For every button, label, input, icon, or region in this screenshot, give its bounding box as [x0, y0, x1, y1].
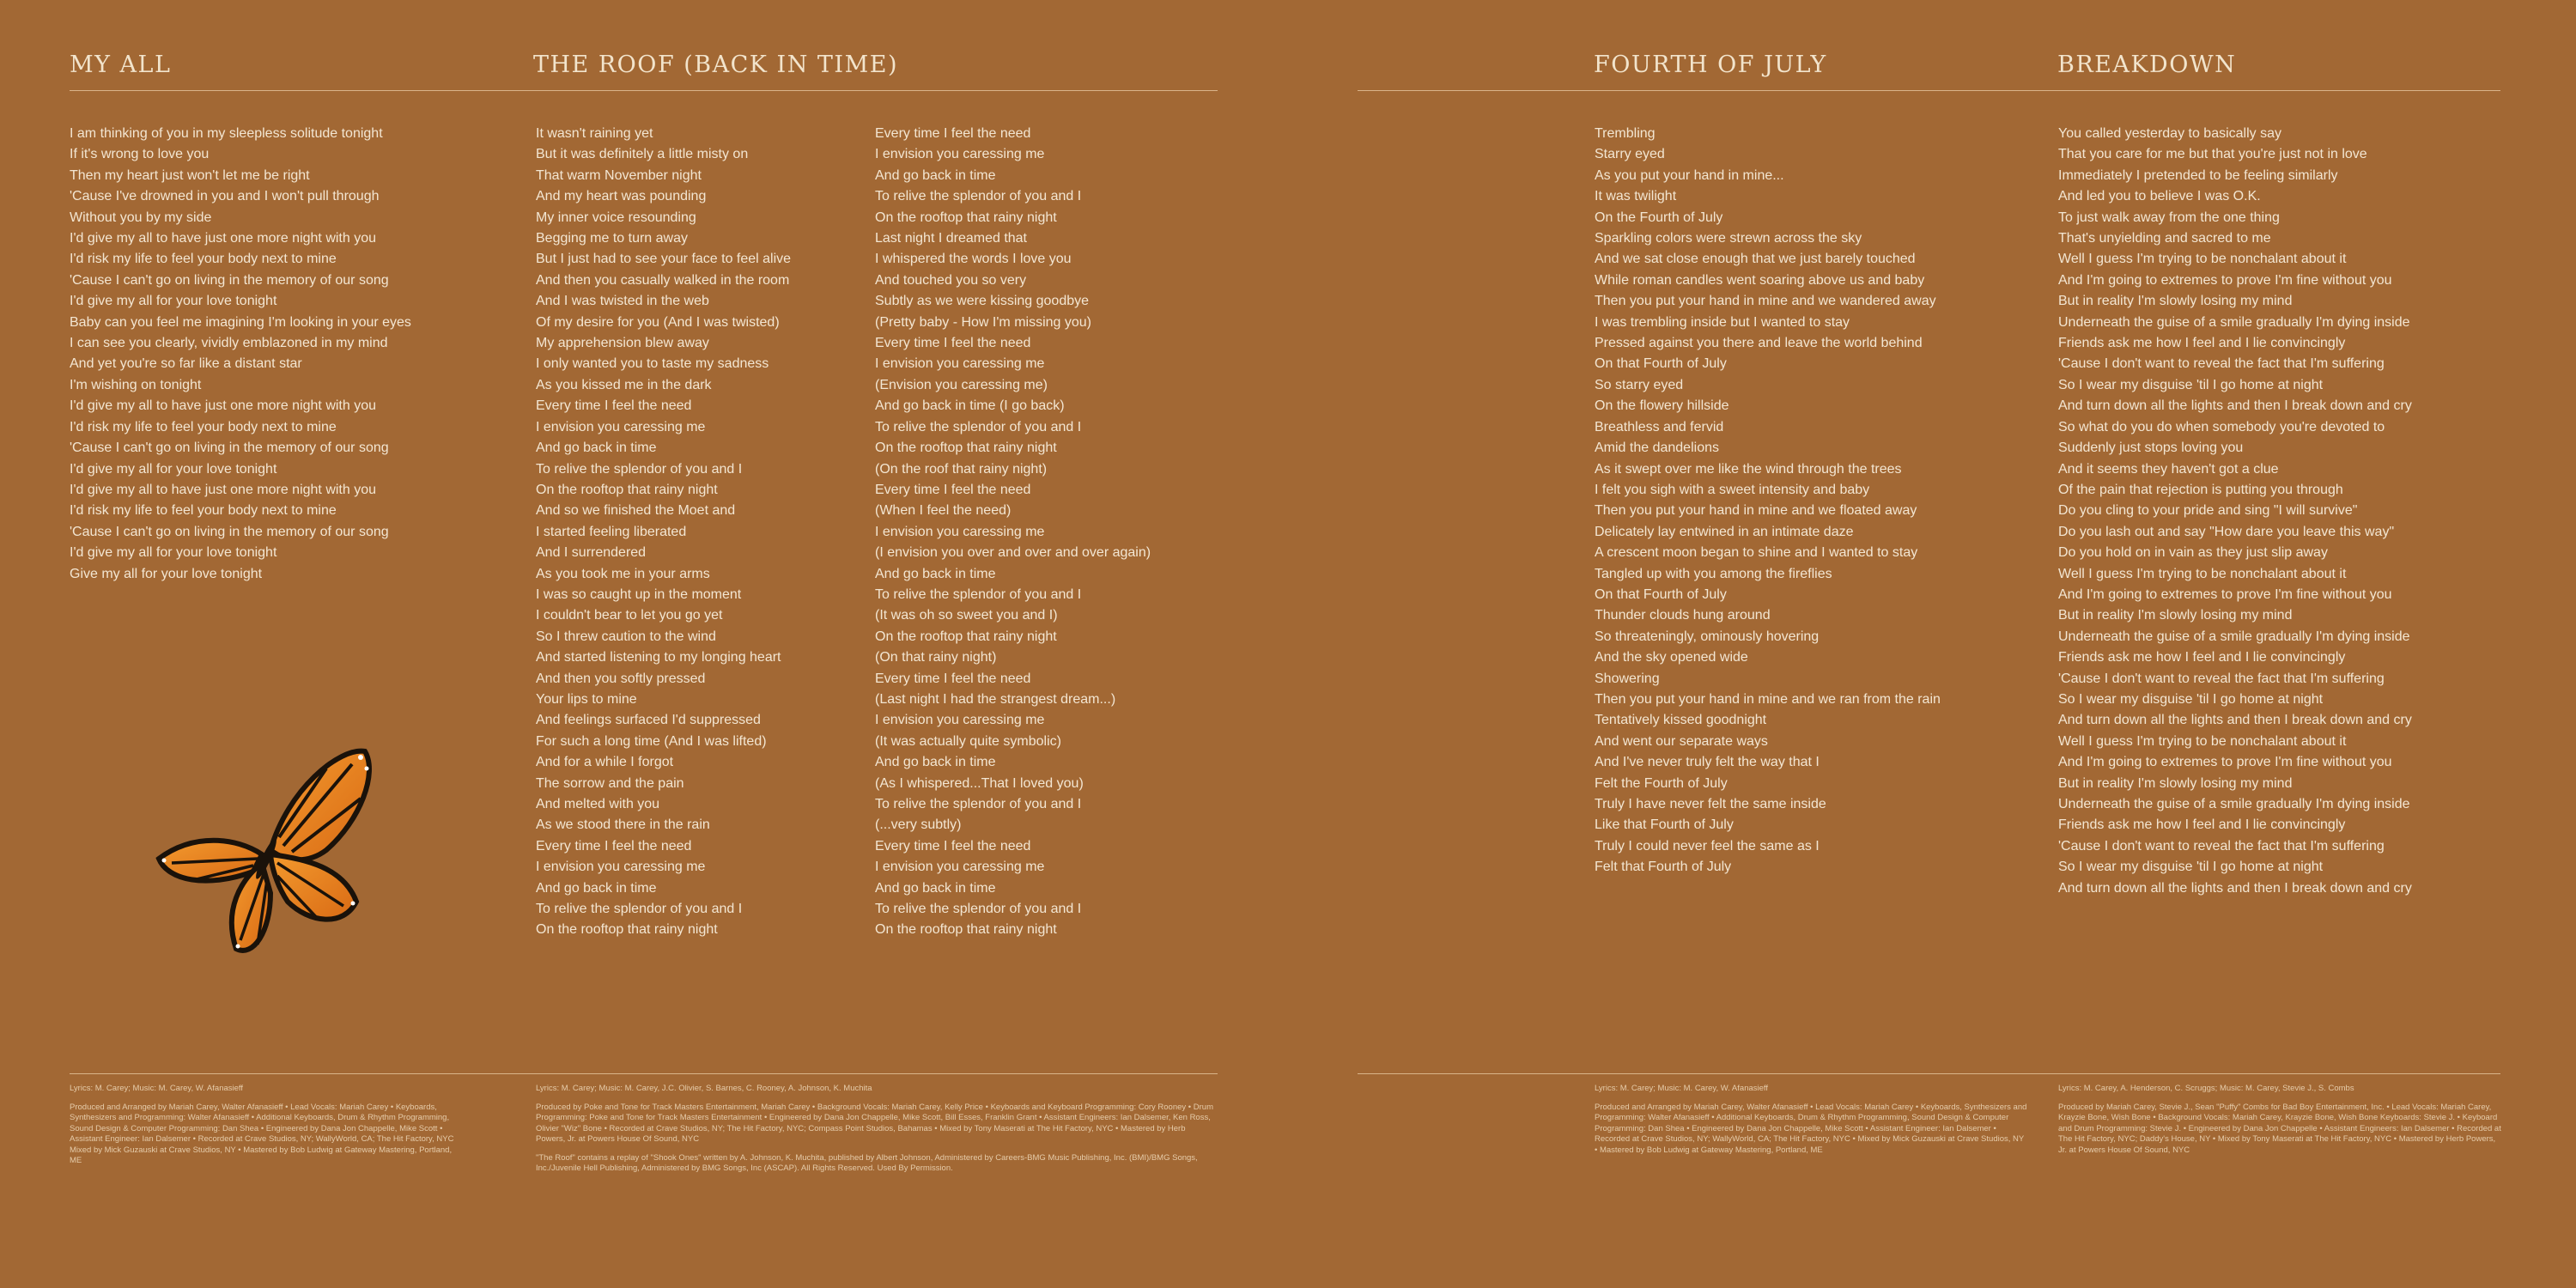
lyric-line: On the rooftop that rainy night	[875, 922, 1057, 938]
lyric-line: On the rooftop that rainy night	[875, 210, 1057, 225]
lyric-line: (On that rainy night)	[875, 650, 997, 665]
lyric-line: So I threw caution to the wind	[536, 629, 716, 644]
lyric-line: But in reality I'm slowly losing my mind	[2058, 775, 2293, 791]
lyric-line: And the sky opened wide	[1595, 650, 1748, 665]
lyric-line: Breathless and fervid	[1595, 419, 1724, 434]
lyric-line: And feelings surfaced I'd suppressed	[536, 713, 761, 728]
lyric-line: And my heart was pounding	[536, 189, 707, 204]
lyric-line: Tentatively kissed goodnight	[1595, 713, 1767, 728]
lyric-line: On the rooftop that rainy night	[536, 922, 718, 938]
lyric-line: And touched you so very	[875, 272, 1027, 288]
lyric-line: Every time I feel the need	[875, 482, 1031, 497]
lyric-line: And go back in time	[536, 440, 657, 456]
lyrics-my-all	[70, 124, 411, 585]
lyric-line: 'Cause I can't go on living in the memory of our song	[70, 524, 389, 539]
lyric-line: And go back in time	[536, 880, 657, 896]
lyric-line: Felt that Fourth of July	[1595, 860, 1732, 875]
lyric-line: And then you casually walked in the room	[536, 272, 790, 288]
lyric-line: Begging me to turn away	[536, 231, 688, 246]
lyric-line: But in reality I'm slowly losing my mind	[2058, 608, 2293, 623]
lyric-line: Friends ask me how I feel and I lie convincingly	[2058, 336, 2346, 351]
lyric-line: 'Cause I can't go on living in the memory of our song	[70, 440, 389, 456]
lyric-line: I envision you caressing me	[875, 713, 1045, 728]
lyric-line: So I wear my disguise 'til I go home at night	[2058, 860, 2324, 875]
lyric-line: On the flowery hillside	[1595, 398, 1729, 414]
lyric-line: 'Cause I don't want to reveal the fact that I'm suffering	[2058, 671, 2385, 686]
lyric-line: I'd risk my life to feel your body next to mine	[70, 252, 337, 267]
lyric-line: My inner voice resounding	[536, 210, 696, 225]
lyric-line: I'd give my all for your love tonight	[70, 461, 277, 477]
lyric-line: Underneath the guise of a smile gradually I'm dying inside	[2058, 797, 2410, 811]
lyric-line: And go back in time (I go back)	[875, 398, 1065, 414]
lyric-line: I'd give my all for your love tonight	[70, 294, 277, 309]
lyrics-the-roof-col2	[875, 124, 1151, 941]
lyric-line: Give my all for your love tonight	[70, 566, 263, 581]
lyric-line: But I just had to see your face to feel alive	[536, 252, 792, 267]
lyric-line: Thunder clouds hung around	[1595, 608, 1771, 623]
credits-breakdown	[2058, 1084, 2505, 1163]
lyric-line: Pressed against you there and leave the world behind	[1595, 336, 1923, 351]
credit-line: Lyrics: M. Carey; Music: M. Carey, W. Afanasieff	[1595, 1084, 1769, 1093]
lyric-line: The sorrow and the pain	[536, 775, 684, 791]
lyric-line: (On the roof that rainy night)	[875, 461, 1048, 477]
lyric-line: On that Fourth of July	[1595, 356, 1727, 372]
lyric-line: Every time I feel the need	[536, 838, 692, 854]
lyric-line: Of the pain that rejection is putting you through	[2058, 482, 2343, 497]
lyric-line: I can see you clearly, vividly emblazoned in my mind	[70, 336, 388, 351]
lyric-line: (As I whispered...That I loved you)	[875, 775, 1084, 791]
lyric-line: You called yesterday to basically say	[2058, 126, 2281, 141]
song-title-fourth-of-july: FOURTH OF JULY	[1594, 52, 1827, 78]
lyric-line: Then you put your hand in mine and we floated away	[1595, 503, 1917, 519]
lyric-line: 'Cause I don't want to reveal the fact that I'm suffering	[2058, 356, 2385, 372]
lyric-line: Well I guess I'm trying to be nonchalant about it	[2058, 252, 2347, 267]
lyric-line: Of my desire for you (And I was twisted)	[536, 314, 780, 330]
lyric-line: On the rooftop that rainy night	[536, 482, 718, 497]
lyric-line: Then you put your hand in mine and we wandered away	[1595, 294, 1936, 309]
lyrics-breakdown	[2058, 124, 2412, 899]
lyric-line: (When I feel the need)	[875, 503, 1012, 519]
lyric-line: I only wanted you to taste my sadness	[536, 356, 769, 372]
lyric-line: Without you by my side	[70, 210, 212, 225]
top-divider-left	[70, 90, 1218, 91]
top-divider-right	[1358, 90, 2500, 91]
lyric-line: As you took me in your arms	[536, 566, 710, 581]
lyric-line: I envision you caressing me	[875, 356, 1045, 372]
lyric-line: And go back in time	[875, 880, 996, 896]
lyric-line: So threateningly, ominously hovering	[1595, 629, 1820, 644]
credit-line: Produced and Arranged by Mariah Carey, Walter Afanasieff • Lead Vocals: Mariah Carey • Keyboards, Synthesizers and Programming: Walter Afanasieff • Additional Keyboards, Drum & Rhythm Programming, Sound Design & Computer Programming: Dan Shea • Engineered by Dana Jon Chappelle, Mike Scott • Assistant Engineer: Ian Dalsemer • Recorded at Crave Studios, NY; WallyWorld, CA; The Hit Factory, NYC • Mixed by Mick Guzauski at Crave Studios, NY • Mastered by Bob Ludwig at Gateway Mastering, Portland, ME	[1595, 1102, 2027, 1155]
lyric-line: So I wear my disguise 'til I go home at night	[2058, 377, 2324, 392]
lyric-line: Last night I dreamed that	[875, 231, 1027, 246]
lyric-line: 'Cause I don't want to reveal the fact that I'm suffering	[2058, 838, 2385, 854]
lyric-line: Showering	[1595, 671, 1660, 686]
lyric-line: (It was actually quite symbolic)	[875, 733, 1061, 749]
lyric-line: But it was definitely a little misty on	[536, 147, 749, 162]
right-page	[1288, 0, 2576, 1288]
lyric-line: I envision you caressing me	[875, 524, 1045, 539]
song-title-breakdown: BREAKDOWN	[2057, 52, 2237, 78]
lyric-line: Truly I could never feel the same as I	[1595, 838, 1820, 854]
lyric-line: Underneath the guise of a smile gradually I'm dying inside	[2058, 314, 2410, 330]
lyric-line: I'd risk my life to feel your body next to mine	[70, 419, 337, 434]
lyric-line: It was twilight	[1595, 189, 1677, 204]
lyric-line: Every time I feel the need	[875, 838, 1031, 854]
lyric-line: And I was twisted in the web	[536, 294, 709, 309]
lyric-line: To relive the splendor of you and I	[875, 902, 1082, 917]
lyric-line: To relive the splendor of you and I	[536, 461, 743, 477]
lyric-line: Friends ask me how I feel and I lie convincingly	[2058, 817, 2346, 833]
lyric-line: As you put your hand in mine...	[1595, 167, 1784, 183]
lyric-line: I envision you caressing me	[875, 147, 1045, 162]
lyric-line: I whispered the words I love you	[875, 252, 1072, 267]
lyric-line: I couldn't bear to let you go yet	[536, 608, 723, 623]
lyric-line: I was trembling inside but I wanted to stay	[1595, 314, 1850, 330]
lyric-line: That's unyielding and sacred to me	[2058, 231, 2271, 246]
credit-line: Produced by Mariah Carey, Stevie J., Sean "Puffy" Combs for Bad Boy Entertainment, Inc. • Lead Vocals: Mariah Carey, Krayzie Bone, Wish Bone • Background Vocals: Mariah Carey, Krayzie Bone, Wish Bone Keyboards: Stevie J. • Keyboard and Drum Programming: Stevie J. • Engineered by Dana Jon Chappelle • Assistant Engineers: Ian Dalsemer • Recorded at The Hit Factory, NYC; Daddy's House, NY • Mixed by Tony Maserati at The Hit Factory, NYC • Mastered by Herb Powers, Jr. at Powers House Of Sound, NYC	[2058, 1102, 2501, 1155]
lyric-line: I envision you caressing me	[536, 419, 706, 434]
lyric-line: To relive the splendor of you and I	[875, 419, 1082, 434]
lyric-line: I started feeling liberated	[536, 524, 687, 539]
lyric-line: And go back in time	[875, 566, 996, 581]
lyric-line: To relive the splendor of you and I	[875, 189, 1082, 204]
credit-line: Lyrics: M. Carey; Music: M. Carey, W. Afanasieff	[70, 1084, 244, 1093]
lyric-line: And I'm going to extremes to prove I'm fine without you	[2058, 755, 2392, 770]
lyric-line: I'd give my all to have just one more night with you	[70, 398, 377, 414]
lyric-line: As it swept over me like the wind through the trees	[1595, 461, 1902, 477]
lyric-line: For such a long time (And I was lifted)	[536, 733, 767, 749]
lyric-line: Delicately lay entwined in an intimate daze	[1595, 524, 1854, 539]
credit-line: Lyrics: M. Carey; Music: M. Carey, J.C. Olivier, S. Barnes, C. Rooney, A. Johnson, K. Muchita	[536, 1084, 872, 1093]
lyric-line: I was so caught up in the moment	[536, 586, 742, 602]
lyric-line: Like that Fourth of July	[1595, 817, 1734, 833]
lyric-line: So starry eyed	[1595, 377, 1684, 392]
lyric-line: (Envision you caressing me)	[875, 377, 1048, 392]
lyric-line: I'd give my all to have just one more night with you	[70, 482, 377, 497]
lyric-line: And led you to believe I was O.K.	[2058, 189, 2261, 204]
lyric-line: And turn down all the lights and then I break down and cry	[2058, 713, 2412, 728]
lyric-line: As we stood there in the rain	[536, 817, 710, 833]
lyric-line: Friends ask me how I feel and I lie convincingly	[2058, 650, 2346, 665]
bottom-divider-right	[1358, 1073, 2500, 1074]
lyric-line: And then you softly pressed	[536, 671, 706, 686]
lyric-line: So I wear my disguise 'til I go home at night	[2058, 691, 2324, 707]
lyric-line: While roman candles went soaring above us and baby	[1595, 272, 1925, 288]
lyric-line: I am thinking of you in my sleepless solitude tonight	[70, 126, 383, 141]
lyric-line: As you kissed me in the dark	[536, 377, 712, 392]
lyric-line: Felt the Fourth of July	[1595, 775, 1728, 791]
lyric-line: Do you hold on in vain as they just slip away	[2058, 545, 2328, 561]
lyric-line: And turn down all the lights and then I break down and cry	[2058, 880, 2412, 896]
lyric-line: And started listening to my longing heart	[536, 650, 781, 665]
lyric-line: I'm wishing on tonight	[70, 377, 202, 392]
lyric-line: Amid the dandelions	[1595, 440, 1719, 456]
lyric-line: And turn down all the lights and then I break down and cry	[2058, 398, 2412, 414]
lyric-line: And yet you're so far like a distant star	[70, 356, 302, 372]
lyric-line: Tangled up with you among the fireflies	[1595, 566, 1832, 581]
lyric-line: To relive the splendor of you and I	[875, 797, 1082, 811]
lyric-line: Sparkling colors were strewn across the sky	[1595, 231, 1862, 246]
lyric-line: (Pretty baby - How I'm missing you)	[875, 314, 1092, 330]
credit-line: Produced and Arranged by Mariah Carey, Walter Afanasieff • Lead Vocals: Mariah Carey • Keyboards, Synthesizers and Programming: Walter Afanasieff • Additional Keyboards, Drum & Rhythm Programming, Sound Design & Computer Programming: Dan Shea • Engineered by Dana Jon Chappelle, Mike Scott • Assistant Engineer: Ian Dalsemer • Recorded at Crave Studios, NY; WallyWorld, CA; The Hit Factory, NYC Mixed by Mick Guzauski at Crave Studios, NY • Mastered by Bob Ludwig at Gateway Mastering, Portland, ME	[70, 1102, 454, 1165]
lyric-line: But in reality I'm slowly losing my mind	[2058, 294, 2293, 309]
lyric-line: Trembling	[1595, 126, 1656, 141]
lyric-line: Every time I feel the need	[536, 398, 692, 414]
lyric-line: Do you cling to your pride and sing "I will survive"	[2058, 503, 2358, 519]
lyric-line: That warm November night	[536, 167, 702, 183]
lyric-line: And we sat close enough that we just barely touched	[1595, 252, 1916, 267]
lyric-line: On that Fourth of July	[1595, 586, 1727, 602]
lyric-line: Well I guess I'm trying to be nonchalant about it	[2058, 733, 2347, 749]
lyric-line: (It was oh so sweet you and I)	[875, 608, 1058, 623]
lyric-line: To just walk away from the one thing	[2058, 210, 2280, 225]
credit-line: "The Roof" contains a replay of "Shook Ones" written by A. Johnson, K. Muchita, published by Albert Johnson, Administered by Careers-BMG Music Publishing, Inc. (BMI)/BMG Songs, Inc./Juvenile Hell Publishing, Administered by BMG Songs, Inc (ASCAP). All Rights Reserved. Used By Permission.	[536, 1152, 1198, 1173]
lyric-line: And went our separate ways	[1595, 733, 1768, 749]
lyric-line: A crescent moon began to shine and I wanted to stay	[1595, 545, 1918, 561]
lyric-line: I envision you caressing me	[875, 860, 1045, 875]
lyric-line: And I'm going to extremes to prove I'm fine without you	[2058, 586, 2392, 602]
lyric-line: 'Cause I can't go on living in the memory of our song	[70, 272, 389, 288]
lyric-line: Every time I feel the need	[875, 336, 1031, 351]
lyric-line: Every time I feel the need	[875, 126, 1031, 141]
lyric-line: And I'm going to extremes to prove I'm fine without you	[2058, 272, 2392, 288]
lyric-line: I envision you caressing me	[536, 860, 706, 875]
lyric-line: And go back in time	[875, 755, 996, 770]
lyric-line: On the Fourth of July	[1595, 210, 1723, 225]
lyric-line: I'd risk my life to feel your body next to mine	[70, 503, 337, 519]
lyric-line: Well I guess I'm trying to be nonchalant about it	[2058, 566, 2347, 581]
lyric-line: I'd give my all for your love tonight	[70, 545, 277, 561]
lyric-line: Truly I have never felt the same inside	[1595, 797, 1826, 811]
lyric-line: Suddenly just stops loving you	[2058, 440, 2244, 456]
butterfly-image	[142, 738, 391, 970]
lyric-line: Your lips to mine	[536, 691, 637, 707]
credits-the-roof	[536, 1084, 1214, 1182]
lyric-line: (...very subtly)	[875, 817, 962, 833]
lyric-line: My apprehension blew away	[536, 336, 709, 351]
lyric-line: Immediately I pretended to be feeling similarly	[2058, 167, 2338, 183]
lyric-line: Underneath the guise of a smile gradually I'm dying inside	[2058, 629, 2410, 644]
lyric-line: If it's wrong to love you	[70, 147, 210, 162]
lyric-line: (Last night I had the strangest dream...)	[875, 691, 1116, 707]
lyric-line: And I surrendered	[536, 545, 647, 561]
lyric-line: That you care for me but that you're just not in love	[2058, 147, 2367, 162]
bottom-divider-left	[70, 1073, 1218, 1074]
lyrics-fourth-of-july	[1595, 124, 1941, 878]
lyric-line: Every time I feel the need	[875, 671, 1031, 686]
lyric-line: So what do you do when somebody you're devoted to	[2058, 419, 2385, 434]
lyric-line: And so we finished the Moet and	[536, 503, 736, 519]
lyrics-the-roof-col1	[536, 124, 791, 941]
lyric-line: Then my heart just won't let me be right	[70, 167, 310, 183]
lyric-line: And for a while I forgot	[536, 755, 674, 770]
lyric-line: Subtly as we were kissing goodbye	[875, 294, 1090, 309]
lyric-line: And go back in time	[875, 167, 996, 183]
lyric-line: 'Cause I've drowned in you and I won't pull through	[70, 189, 380, 204]
lyric-line: (I envision you over and over and over again)	[875, 545, 1151, 561]
lyric-line: I felt you sigh with a sweet intensity and baby	[1595, 482, 1870, 497]
credit-line: Lyrics: M. Carey, A. Henderson, C. Scruggs; Music: M. Carey, Stevie J., S. Combs	[2058, 1084, 2354, 1093]
lyric-line: Baby can you feel me imagining I'm looking in your eyes	[70, 314, 411, 330]
credits-my-all	[70, 1084, 460, 1175]
credits-fourth-of-july	[1595, 1084, 2028, 1163]
lyric-line: To relive the splendor of you and I	[875, 586, 1082, 602]
lyric-line: And melted with you	[536, 797, 660, 811]
lyric-line: It wasn't raining yet	[536, 126, 653, 141]
lyric-line: To relive the splendor of you and I	[536, 902, 743, 917]
lyric-line: Do you lash out and say "How dare you leave this way"	[2058, 524, 2395, 539]
lyric-line: And I've never truly felt the way that I	[1595, 755, 1820, 770]
lyric-line: On the rooftop that rainy night	[875, 440, 1057, 456]
song-title-my-all: MY ALL	[70, 52, 172, 78]
lyric-line: Starry eyed	[1595, 147, 1665, 162]
lyric-line: Then you put your hand in mine and we ran from the rain	[1595, 691, 1941, 707]
lyric-line: And it seems they haven't got a clue	[2058, 461, 2279, 477]
credit-line: Produced by Poke and Tone for Track Masters Entertainment, Mariah Carey • Background Vocals: Mariah Carey, Kelly Price • Keyboards and Keyboard Programming: Cory Rooney • Drum Programming: Poke and Tone for Track Masters Entertainment • Engineered by Dana Jon Chappelle, Mike Scott, Bill Esses, Franklin Grant • Assistant Engineers: Ian Dalsemer, Ken Ross, Olivier "Wiz" Bone • Recorded at Crave Studios, NY; The Hit Factory, NYC; Compass Point Studios, Bahamas • Mixed by Tony Maserati at The Hit Factory, NYC • Mastered by Herb Powers, Jr. at Powers House Of Sound, NYC	[536, 1102, 1213, 1144]
lyric-line: On the rooftop that rainy night	[875, 629, 1057, 644]
song-title-the-roof: THE ROOF (BACK IN TIME)	[533, 52, 898, 78]
lyric-line: I'd give my all to have just one more night with you	[70, 231, 377, 246]
